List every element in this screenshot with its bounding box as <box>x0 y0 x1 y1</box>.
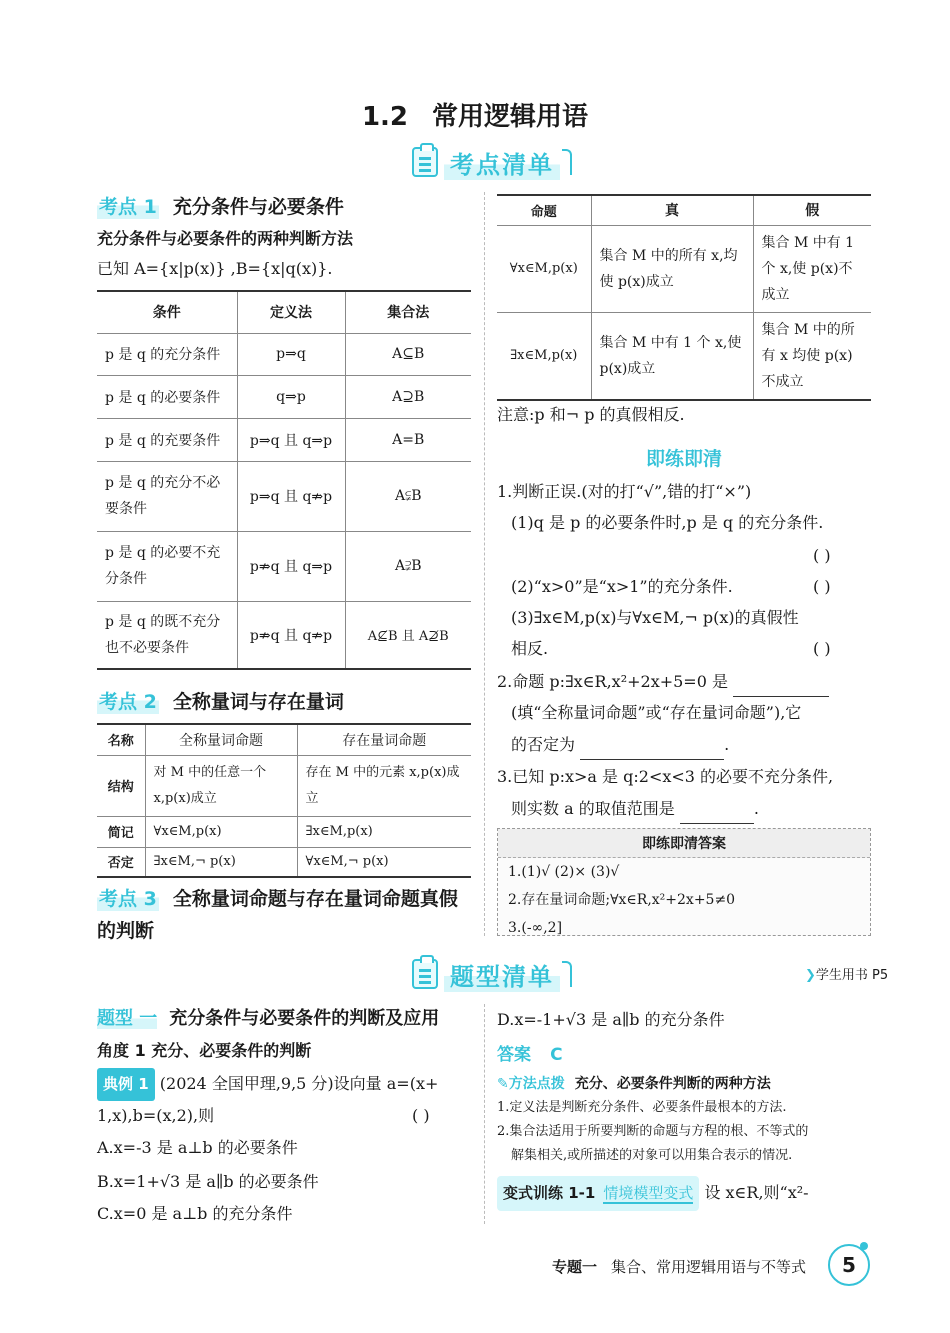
section-number: 1.2 <box>361 102 409 132</box>
variant-sub: 情境模型变式 <box>603 1184 694 1202</box>
practice-q2-cont: (填“全称量词命题”或“存在量词命题”),它 <box>511 703 802 722</box>
fill-blank <box>733 679 829 697</box>
table-cell: ∃x∈M,p(x) <box>497 312 591 400</box>
option-a: A.x=-3 是 a⊥b 的必要条件 <box>97 1138 298 1157</box>
table-cell: p⇒q <box>237 333 345 375</box>
option-d: D.x=-1+√3 是 a∥b 的充分条件 <box>497 1010 725 1029</box>
table-row <box>97 333 471 375</box>
table-cell: 对 M 中的任意一个 x,p(x)成立 <box>145 755 297 816</box>
kaodian-title: 全称量词命题与存在量词命题真假 <box>172 888 458 910</box>
method-2-cont: 解集相关,或所描述的对象可以用集合表示的情况. <box>511 1148 793 1163</box>
table-row <box>97 847 471 877</box>
column-divider <box>484 1004 485 1224</box>
note: 注意:p 和¬ p 的真假相反. <box>497 405 685 424</box>
table-cell: p⇏q 且 q⇒p <box>237 531 345 601</box>
option-b: B.x=1+√3 是 a∥b 的必要条件 <box>97 1172 319 1191</box>
table-cell: A⊈B 且 A⊉B <box>345 601 471 669</box>
method-heading <box>497 1073 771 1093</box>
table-cell: ∃x∈M,¬ p(x) <box>145 847 297 877</box>
practice-q1-3-cont: 相反. <box>511 639 549 658</box>
kaodian-title: 充分条件与必要条件 <box>172 196 344 218</box>
practice-q3: 3.已知 p:x>a 是 q:2<x<3 的必要不充分条件, <box>497 767 834 786</box>
table-cell: 否定 <box>97 847 145 877</box>
option-c: C.x=0 是 a⊥b 的充分条件 <box>97 1204 293 1223</box>
table-header: 定义法 <box>237 291 345 333</box>
kaodian-2-heading <box>97 687 344 714</box>
table-cell: p⇏q 且 q⇏p <box>237 601 345 669</box>
section-title: 常用逻辑用语 <box>432 102 589 132</box>
kaodian-1-known: 已知 A={x|p(x)} ,B={x|q(x)}. <box>97 259 333 278</box>
answer-1: 1.(1)√ (2)× (3)√ <box>508 864 620 880</box>
table-row <box>97 531 471 601</box>
table-cell: ∀x∈M,p(x) <box>497 225 591 312</box>
table-header: 条件 <box>97 291 237 333</box>
table-cell: p 是 q 的充分条件 <box>97 333 237 375</box>
answer-3: 3.(-∞,2] <box>508 920 563 936</box>
answer-paren: ( ) <box>813 546 831 565</box>
table-cell: p 是 q 的既不充分也不必要条件 <box>97 601 237 669</box>
table-cell: p 是 q 的必要条件 <box>97 375 237 418</box>
table-row <box>497 225 871 312</box>
table-row <box>97 375 471 418</box>
table-header: 名称 <box>97 724 145 755</box>
answer-box-title: 即练即清答案 <box>498 829 870 858</box>
banner-label: 考点清单 <box>444 145 560 180</box>
practice-q3-cont <box>511 793 759 824</box>
banner-label: 题型清单 <box>444 957 560 992</box>
table-cell: 存在 M 中的元素 x,p(x)成立 <box>297 755 471 816</box>
kaodian-tag: 考点 3 <box>97 884 159 911</box>
practice-q2-cont2 <box>511 729 729 760</box>
table-cell: p⇒q 且 q⇒p <box>237 418 345 461</box>
fill-blank <box>580 742 724 760</box>
answer-label: 答案 <box>497 1045 531 1065</box>
pen-icon: ✎ <box>497 1076 509 1092</box>
banner-bracket <box>562 149 572 175</box>
variant-tag <box>497 1176 699 1211</box>
table-cell: q⇒p <box>237 375 345 418</box>
method-title: 充分、必要条件判断的两种方法 <box>574 1076 771 1092</box>
answer-2: 2.存在量词命题;∀x∈R,x²+2x+5≠0 <box>508 892 736 908</box>
answer-paren: ( ) <box>813 577 831 596</box>
table-cell: p 是 q 的必要不充分条件 <box>97 531 237 601</box>
fill-blank <box>680 806 754 824</box>
variant-label: 变式训练 1-1 <box>503 1184 596 1202</box>
kaodian-1-subtitle: 充分条件与必要条件的两种判断方法 <box>97 229 354 248</box>
method-tag: 方法点拨 <box>508 1076 565 1092</box>
practice-q2-text: 2.命题 p:∃x∈R,x²+2x+5=0 是 <box>497 672 728 691</box>
kaodian-3-heading <box>97 884 458 911</box>
truth-table <box>497 194 871 401</box>
angle-title: 角度 1 充分、必要条件的判断 <box>97 1041 312 1060</box>
footer-title: 集合、常用逻辑用语与不等式 <box>611 1258 807 1276</box>
table-row <box>97 601 471 669</box>
table-header: 假 <box>753 195 871 225</box>
table-cell: p 是 q 的充分不必要条件 <box>97 461 237 531</box>
answer-box <box>497 828 871 936</box>
tixing-banner <box>412 956 572 992</box>
practice-q1: 1.判断正误.(对的打“√”,错的打“×”) <box>497 482 752 501</box>
clipboard-icon <box>412 147 438 177</box>
kaodian-title-cont: 的判断 <box>97 920 155 942</box>
table-row <box>97 418 471 461</box>
example-tag: 典例 1 <box>97 1068 155 1101</box>
table-row <box>97 816 471 847</box>
banner-bracket <box>562 961 572 987</box>
period: . <box>724 735 730 754</box>
page-number: 5 <box>828 1244 870 1286</box>
practice-title: 即练即清 <box>645 448 722 470</box>
kaodian-1-heading <box>97 192 344 219</box>
method-1: 1.定义法是判断充分条件、必要条件最根本的方法. <box>497 1100 787 1115</box>
table-cell: A⊇B <box>345 375 471 418</box>
kaodian-banner <box>412 144 572 180</box>
answer-paren: ( ) <box>813 639 831 658</box>
table-header: 真 <box>591 195 753 225</box>
example-line-1 <box>97 1068 475 1101</box>
tixing-title: 充分条件与必要条件的判断及应用 <box>169 1008 440 1029</box>
table-header: 全称量词命题 <box>145 724 297 755</box>
table-cell: A=B <box>345 418 471 461</box>
kaodian-title: 全称量词与存在量词 <box>172 691 344 713</box>
clipboard-icon <box>412 959 438 989</box>
example-text: (2024 全国甲理,9,5 分)设向量 a=(x+ <box>159 1074 439 1093</box>
table-cell: A⫋B <box>345 461 471 531</box>
period: . <box>753 799 759 818</box>
table-header: 命题 <box>497 195 591 225</box>
practice-q2-text2: 的否定为 <box>511 735 576 754</box>
table-cell: A⊆B <box>345 333 471 375</box>
table-cell: 结构 <box>97 755 145 816</box>
answer-line <box>497 1040 563 1065</box>
condition-table <box>97 290 471 670</box>
table-cell: ∃x∈M,p(x) <box>297 816 471 847</box>
table-cell: ∀x∈M,p(x) <box>145 816 297 847</box>
kaodian-tag: 考点 2 <box>97 687 159 714</box>
footer-topic: 专题一 <box>552 1258 598 1276</box>
table-header: 存在量词命题 <box>297 724 471 755</box>
variant-line <box>497 1176 873 1211</box>
chevron-right-icon: ❯ <box>805 968 816 983</box>
table-cell: p 是 q 的充要条件 <box>97 418 237 461</box>
footer-text <box>552 1256 806 1277</box>
table-cell: A⫌B <box>345 531 471 601</box>
answer-value: C <box>550 1045 563 1065</box>
practice-q1-2: (2)“x>0”是“x>1”的充分条件. <box>511 577 733 596</box>
tixing-tag: 题型 一 <box>97 1008 158 1029</box>
table-cell: 集合 M 中有 1 个 x,使 p(x)成立 <box>591 312 753 400</box>
practice-q3-text: 则实数 a 的取值范围是 <box>511 799 675 818</box>
table-header: 集合法 <box>345 291 471 333</box>
page-title <box>0 96 950 133</box>
answer-paren: ( ) <box>412 1106 430 1125</box>
practice-q2 <box>497 666 829 697</box>
student-book-ref <box>805 964 888 983</box>
table-cell: ∀x∈M,¬ p(x) <box>297 847 471 877</box>
kaodian-3-heading-cont <box>97 916 154 943</box>
table-cell: p⇒q 且 q⇏p <box>237 461 345 531</box>
page-dot <box>860 1242 868 1250</box>
table-row <box>97 461 471 531</box>
table-cell: 集合 M 中的所有 x 均使 p(x)不成立 <box>753 312 871 400</box>
variant-text: 设 x∈R,则“x²- <box>704 1183 809 1202</box>
practice-q1-3: (3)∃x∈M,p(x)与∀x∈M,¬ p(x)的真假性 <box>511 608 799 627</box>
table-cell: 集合 M 中的所有 x,均使 p(x)成立 <box>591 225 753 312</box>
method-2: 2.集合法适用于所要判断的命题与方程的根、不等式的 <box>497 1124 809 1139</box>
tixing-1-heading <box>97 1004 439 1030</box>
table-row <box>497 312 871 400</box>
practice-q1-1: (1)q 是 p 的必要条件时,p 是 q 的充分条件. <box>511 513 824 532</box>
column-divider <box>484 192 485 936</box>
example-line-2: 1,x),b=(x,2),则 <box>97 1106 215 1125</box>
table-cell: 集合 M 中有 1 个 x,使 p(x)不成立 <box>753 225 871 312</box>
table-cell: 简记 <box>97 816 145 847</box>
quantifier-table <box>97 723 471 878</box>
student-book-text: 学生用书 P5 <box>815 968 889 983</box>
kaodian-tag: 考点 1 <box>97 192 159 219</box>
table-row <box>97 755 471 816</box>
